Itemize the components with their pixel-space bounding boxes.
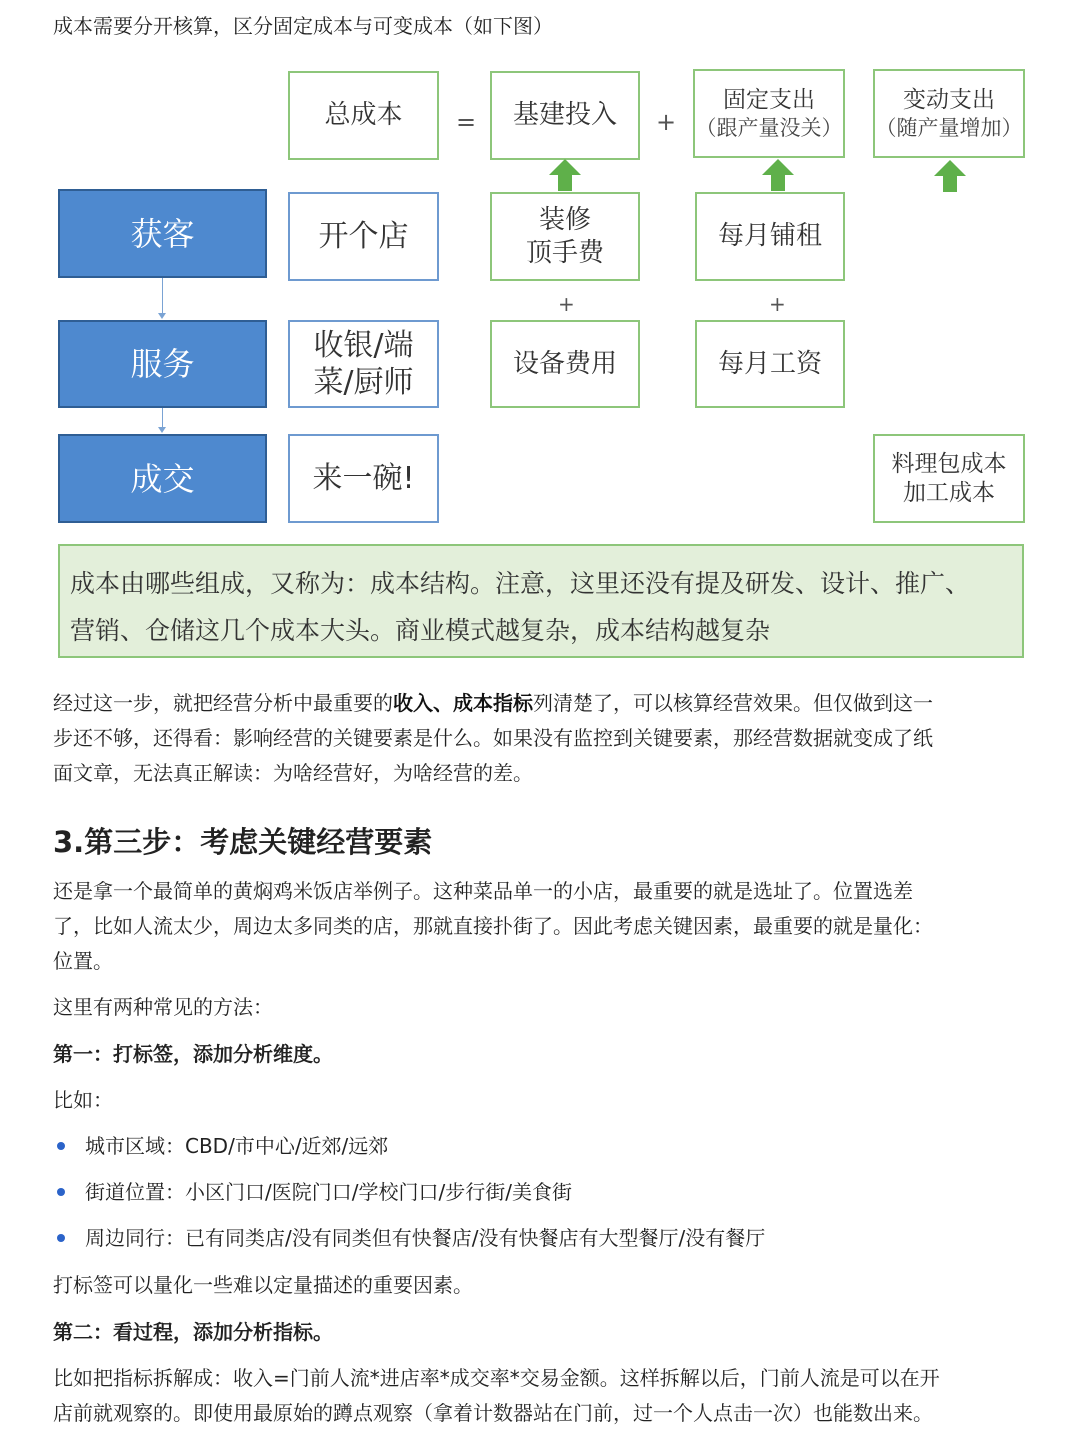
note-line1: 成本由哪些组成，又称为：成本结构。注意，这里还没有提及研发、设计、推广、 — [70, 569, 971, 598]
variable-cost-box — [873, 69, 1025, 158]
paragraph-methods: 这里有两种常见的方法： — [53, 995, 273, 1019]
list-item: 周边同行：已有同类店/没有同类但有快餐店/没有快餐店有大型餐厅/没有餐厅 — [53, 1218, 765, 1264]
flow-connector — [162, 408, 163, 428]
decor-label-line2: 顶手费 — [525, 237, 604, 268]
paragraph-line: 店前就观察的。即使用最原始的蹲点观察（拿着计数器站在门前，过一个人点击一次）也能数出来。 — [53, 1401, 933, 1425]
section-heading: 3.第三步：考虑关键经营要素 — [53, 825, 433, 859]
material-cost-box — [873, 434, 1025, 523]
stage-label: 获客 — [130, 214, 195, 253]
intro-text: 成本需要分开核算，区分固定成本与可变成本（如下图） — [53, 14, 553, 38]
plus-sign: + — [769, 292, 786, 316]
rent-label: 每月铺租 — [717, 221, 822, 252]
up-arrow-icon — [761, 158, 795, 192]
wage-box — [695, 320, 845, 408]
equipment-label: 设备费用 — [512, 348, 617, 379]
label-dimension-list — [53, 1126, 765, 1264]
text-run: 经过这一步，就把经营分析中最重要的 — [53, 691, 393, 715]
cost-structure-note — [58, 544, 1024, 658]
decor-box — [490, 192, 640, 281]
flow-connector — [162, 278, 163, 314]
method-two-heading: 第二：看过程，添加分析指标。 — [53, 1320, 333, 1344]
variable-cost-title: 变动支出 — [903, 87, 995, 113]
example-label: 比如： — [53, 1088, 113, 1112]
stage-service — [58, 320, 267, 408]
paragraph-metric-breakdown — [53, 1361, 1028, 1431]
action-label-line1: 收银/端 — [313, 327, 414, 363]
paragraph-line — [53, 686, 1028, 721]
equipment-box — [490, 320, 640, 408]
action-order — [288, 434, 439, 523]
stage-label: 成交 — [130, 459, 195, 498]
fixed-cost-title: 固定支出 — [723, 87, 815, 113]
action-staff — [288, 320, 439, 408]
equals-sign: = — [456, 108, 477, 136]
text-run: 列清楚了，可以核算经营效果。但仅做到这一 — [533, 691, 933, 715]
total-cost-box — [288, 71, 439, 160]
total-cost-label: 总成本 — [324, 100, 403, 131]
note-line2: 营销、仓储这几个成本大头。商业模式越复杂，成本结构越复杂 — [70, 616, 771, 645]
stage-label: 服务 — [130, 345, 195, 383]
list-item: 城市区域：CBD/市中心/近郊/远郊 — [53, 1126, 765, 1172]
bold-text: 收入、成本指标 — [393, 691, 533, 715]
cost-structure-diagram — [0, 0, 1080, 680]
paragraph-line: 了，比如人流太少，周边太多同类的店，那就直接扑街了。因此考虑关键因素，最重要的就是量化： — [53, 914, 933, 938]
method-one-heading: 第一：打标签，添加分析维度。 — [53, 1042, 333, 1066]
material-cost-line1: 料理包成本 — [891, 450, 1007, 477]
stage-acquire — [58, 189, 267, 278]
infra-label: 基建投入 — [512, 100, 617, 131]
paragraph-line: 比如把指标拆解成：收入=门前人流*进店率*成交率*交易金额。这样拆解以后，门前人流是可以在开 — [53, 1366, 940, 1390]
paragraph-line: 位置。 — [53, 949, 113, 973]
fixed-cost-box — [693, 69, 845, 158]
plus-sign: + — [558, 292, 575, 316]
infra-box — [490, 71, 640, 160]
plus-sign: + — [656, 108, 677, 136]
paragraph-line: 面文章，无法真正解读：为啥经营好，为啥经营的差。 — [53, 761, 533, 785]
wage-label: 每月工资 — [717, 348, 822, 379]
list-item: 街道位置：小区门口/医院门口/学校门口/步行街/美食街 — [53, 1172, 765, 1218]
decor-label-line1: 装修 — [538, 205, 591, 235]
paragraph-indicators — [53, 686, 1028, 791]
action-label-line2: 菜/厨师 — [313, 365, 414, 400]
fixed-cost-sub: （跟产量没关） — [695, 115, 843, 140]
up-arrow-icon — [933, 159, 967, 193]
flow-arrow-icon — [158, 313, 166, 319]
variable-cost-sub: （随产量增加） — [875, 115, 1023, 140]
paragraph-location — [53, 874, 1028, 979]
material-cost-line2: 加工成本 — [903, 479, 995, 506]
paragraph-label-summary: 打标签可以量化一些难以定量描述的重要因素。 — [53, 1273, 473, 1297]
paragraph-line: 还是拿一个最简单的黄焖鸡米饭店举例子。这种菜品单一的小店，最重要的就是选址了。位置选差 — [53, 879, 913, 903]
up-arrow-icon — [548, 158, 582, 192]
action-open-shop — [288, 192, 439, 281]
flow-arrow-icon — [158, 427, 166, 433]
rent-box — [695, 192, 845, 281]
action-label: 来一碗! — [312, 460, 415, 496]
paragraph-line: 步还不够，还得看：影响经营的关键要素是什么。如果没有监控到关键要素，那经营数据就变成了纸 — [53, 726, 933, 750]
stage-deal — [58, 434, 267, 523]
action-label: 开个店 — [318, 218, 409, 254]
